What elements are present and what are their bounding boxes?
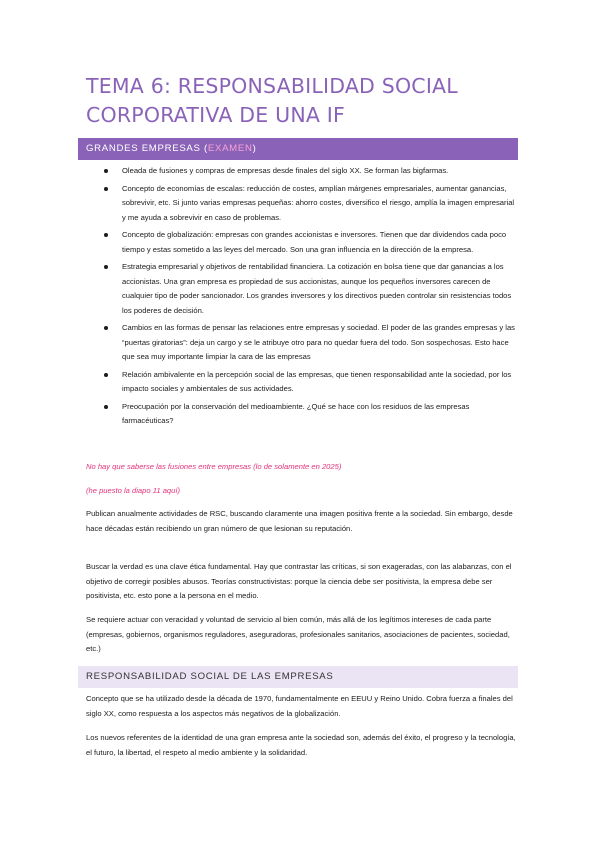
- bullet-icon: [104, 326, 108, 330]
- list-item-text: Oleada de fusiones y compras de empresas desde finales del siglo XX. Se forman las bigfarmas.: [122, 166, 449, 175]
- page-title: [86, 72, 526, 130]
- list-item-text: Concepto de economías de escalas: reducción de costes, amplían márgenes empresariales, aumentar ganancias, sobrevivir, etc. Si junto varias empresas pequeñas: ahorro costes, diversifico el riesgo, amplía la imagen empresarial y me ayuda a sobrevivir en caso de problemas.: [122, 183, 515, 222]
- paragraph-buscar-verdad: Buscar la verdad es una clave ética fundamental. Hay que contrastar las críticas, si son exageradas, con las alabanzas, con el objetivo de corregir posibles abusos. Teorías constructivistas: porque la ciencia debe ser positivista, la empresa debe ser positivista, etc. esto pone a la persona en el medio.: [86, 562, 512, 600]
- paragraph-concepto: Concepto que se ha utilizado desde la década de 1970, fundamentalmente en EEUU y Reino Unido. Cobra fuerza a finales del siglo XX, como respuesta a los aspectos más negativos de la globalización.: [86, 694, 513, 718]
- paragraph-rsc-actividades: Publican anualmente actividades de RSC, buscando claramente una imagen positiva frente a la sociedad. Sin embargo, desde hace décadas están recibiendo un gran número de que lesionan su reputación.: [86, 509, 513, 533]
- bullet-icon: [104, 373, 108, 377]
- bullet-icon: [104, 265, 108, 269]
- note-fusiones: No hay que saberse las fusiones entre empresas (lo de solamente en 2025): [86, 462, 342, 471]
- list-item-text: Estrategia empresarial y objetivos de rentabilidad financiera. La cotización en bolsa tiene que dar ganancias a los accionistas. Una gran empresa es propiedad de sus accionistas, aunque los pequeños inversores carecen de cualquier tipo de poder sancionador. Los grandes inversores y los directivos pueden controlar sin resistencias todos los poderes de decisión.: [122, 262, 512, 315]
- bullet-icon: [104, 187, 108, 191]
- title-line-1: TEMA 6: RESPONSABILIDAD SOCIAL: [86, 74, 458, 98]
- bullet-icon: [104, 169, 108, 173]
- exam-tag: EXAMEN: [207, 143, 253, 154]
- bullet-icon: [104, 233, 108, 237]
- section-header-close: ): [252, 143, 257, 154]
- list-item: [94, 400, 518, 429]
- list-item: [94, 260, 518, 318]
- list-item: [94, 368, 518, 397]
- list-item-text: Concepto de globalización: empresas con grandes accionistas e inversores. Tienen que dar dividendos cada poco tiempo y estas sometido a las leyes del mercado. Son una gran influencia en la dirección de la empresa.: [122, 230, 507, 254]
- list-item: [94, 182, 518, 226]
- list-item-text: Preocupación por la conservación del medioambiente. ¿Qué se hace con los residuos de las empresas farmacéuticas?: [122, 401, 470, 425]
- list-item: [94, 321, 518, 365]
- bullet-icon: [104, 405, 108, 409]
- list-item-text: Relación ambivalente en la percepción social de las empresas, que tienen responsabilidad ante la sociedad, por los impacto sociales y ambientales de sus actividades.: [122, 369, 512, 393]
- bullet-list: [94, 164, 518, 432]
- list-item: [94, 228, 518, 257]
- paragraph-veracidad: Se requiere actuar con veracidad y voluntad de servicio al bien común, más allá de los legítimos intereses de cada parte (empresas, gobiernos, organismos reguladores, aseguradoras, profesionales sanitarios, asociaciones de pacientes, sociedad, etc.): [86, 615, 510, 653]
- note-diapo: (he puesto la diapo 11 aquí): [86, 486, 181, 495]
- list-item-text: Cambios en las formas de pensar las relaciones entre empresas y sociedad. El poder de las grandes empresas y las “puertas giratorias”: deja un cargo y se le atribuye otro para no quedar fuera del todo. Son sospechosas. Esto hace que sea muy importante limpiar la cara de las empresas: [122, 323, 515, 361]
- title-line-2: CORPORATIVA DE UNA IF: [86, 103, 346, 127]
- list-item: [94, 164, 518, 179]
- section-header-grandes-empresas: [78, 138, 518, 160]
- section-header-label: GRANDES EMPRESAS (: [86, 143, 208, 154]
- paragraph-referentes: Los nuevos referentes de la identidad de una gran empresa ante la sociedad son, además del éxito, el progreso y la tecnología, el futuro, la libertad, el respeto al medio ambiente y la solidaridad.: [86, 733, 516, 757]
- section-header-rse: RESPONSABILIDAD SOCIAL DE LAS EMPRESAS: [78, 666, 518, 688]
